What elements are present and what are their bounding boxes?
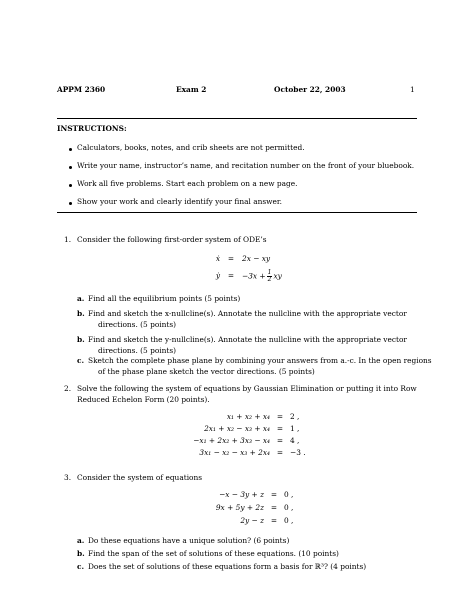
equation-lhs: 9x + 5y + 2z	[215, 503, 264, 512]
bullet-icon	[69, 148, 72, 151]
problem-number: 2.	[64, 384, 72, 393]
instruction-item: Calculators, books, notes, and crib sheets are not permitted.	[77, 143, 305, 152]
instruction-item: Write your name, instructor’s name, and recitation number on the front of your bluebook.	[77, 161, 415, 170]
part-text: Find and sketch the y-nullcline(s). Annotate the nullcline with the appropriate vector	[88, 335, 407, 344]
equation-lhs: 3x₁ − x₂ − x₃ + 2x₄	[199, 448, 270, 457]
equation-lhs: −x₁ + 2x₂ + 3x₃ − x₄	[193, 436, 270, 445]
equation-lhs: 2y − z	[240, 516, 264, 525]
exam-title: Exam 2	[176, 85, 207, 94]
exam-date: October 22, 2003	[274, 85, 346, 94]
equation-operator: =	[276, 448, 284, 457]
part-text: of the phase plane sketch the vector directions. (5 points)	[98, 367, 315, 376]
equation-rhs: 0 ,	[284, 516, 294, 525]
equation-lhs: ẋ	[215, 254, 220, 263]
equation-rhs: 2x − xy	[242, 254, 271, 263]
equation-operator: =	[270, 516, 278, 525]
equation-lhs: −x − 3y + z	[219, 490, 264, 499]
linear-equation	[180, 517, 293, 526]
ode-equation	[200, 255, 270, 264]
top-rule	[57, 118, 417, 119]
bullet-icon	[69, 166, 72, 169]
problem-text: Consider the following first-order system of ODE’s	[77, 235, 267, 244]
bullet-icon	[69, 202, 72, 205]
part-text: Sketch the complete phase plane by combining your answers from a.-c. In the open regions	[88, 356, 432, 365]
equation-rhs-term: xy	[273, 271, 282, 281]
fraction	[267, 270, 273, 283]
problem-text: Consider the system of equations	[77, 473, 203, 482]
equation-operator: =	[276, 412, 284, 421]
part-letter: a.	[77, 294, 85, 303]
part-letter: b.	[77, 549, 85, 558]
fraction-numerator: 1	[267, 269, 272, 276]
linear-equation	[150, 413, 299, 422]
ode-equation	[200, 270, 282, 283]
equation-rhs: 0 ,	[284, 490, 294, 499]
problem-text: Solve the following the system of equations by Gaussian Elimination or putting it into Row	[77, 384, 417, 393]
equation-rhs: −3 .	[290, 448, 306, 457]
instruction-item: Work all five problems. Start each problem on a new page.	[77, 179, 298, 188]
equation-rhs-term: −3x +	[242, 271, 266, 281]
linear-equation	[180, 491, 293, 500]
equation-lhs: ẏ	[215, 271, 220, 281]
equation-operator: =	[270, 503, 278, 512]
part-text: Find all the equilibrium points (5 points)	[88, 294, 241, 303]
equation-rhs: 1 ,	[290, 424, 300, 433]
part-text: Find the span of the set of solutions of these equations. (10 points)	[88, 549, 339, 558]
equation-lhs: x₁ + x₂ + x₄	[226, 412, 270, 421]
problem-number: 3.	[64, 473, 72, 482]
equation-rhs: 4 ,	[290, 436, 300, 445]
course-code: APPM 2360	[57, 85, 106, 94]
equation-operator: =	[276, 424, 284, 433]
part-text: Do these equations have a unique solution? (6 points)	[88, 536, 290, 545]
equation-rhs: 2 ,	[290, 412, 300, 421]
equation-rhs	[242, 270, 282, 283]
equation-operator: =	[270, 490, 278, 499]
equation-lhs: 2x₁ + x₂ − x₃ + x₄	[204, 424, 270, 433]
part-text: directions. (5 points)	[98, 320, 177, 329]
instruction-item: Show your work and clearly identify your final answer.	[77, 197, 282, 206]
equation-operator: =	[227, 254, 235, 263]
page-number: 1	[410, 85, 415, 94]
instructions-title: INSTRUCTIONS:	[57, 124, 127, 133]
part-letter: b.	[77, 335, 85, 344]
linear-equation	[150, 437, 299, 446]
equation-rhs: 0 ,	[284, 503, 294, 512]
fraction-denominator: 2	[267, 276, 272, 283]
part-letter: a.	[77, 536, 85, 545]
part-text: Does the set of solutions of these equations form a basis for ℝ³? (4 points)	[88, 562, 367, 571]
problem-number: 1.	[64, 235, 72, 244]
linear-equation	[180, 504, 293, 513]
linear-equation	[150, 449, 306, 458]
equation-operator: =	[227, 271, 235, 281]
bullet-icon	[69, 184, 72, 187]
part-letter: b.	[77, 309, 85, 318]
bottom-rule	[57, 212, 417, 213]
linear-equation	[150, 425, 299, 434]
part-text: directions. (5 points)	[98, 346, 177, 355]
problem-text: Reduced Echelon Form (20 points).	[77, 395, 210, 404]
part-letter: c.	[77, 562, 85, 571]
equation-operator: =	[276, 436, 284, 445]
part-letter: c.	[77, 356, 85, 365]
part-text: Find and sketch the x-nullcline(s). Annotate the nullcline with the appropriate vector	[88, 309, 407, 318]
